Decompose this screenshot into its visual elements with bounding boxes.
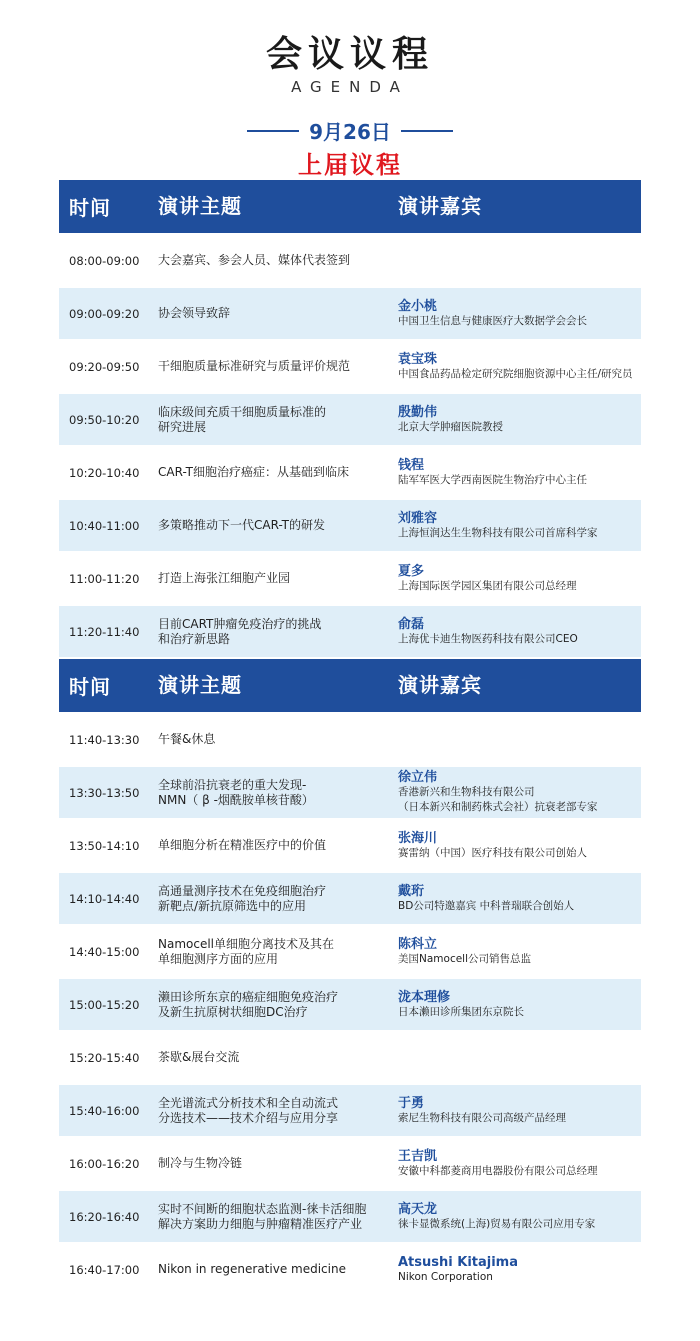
row-time: 11:40-13:30 (69, 732, 140, 747)
table-row (59, 1191, 641, 1242)
table-row (59, 447, 641, 498)
speaker-name: 王吉凯 (398, 1148, 438, 1164)
topic-line: 高通量测序技术在免疫细胞治疗 (158, 883, 327, 898)
row-time: 13:30-13:50 (69, 785, 140, 800)
speaker-affiliation: 香港新兴和生物科技有限公司 (398, 786, 535, 798)
header-time: 时间 (69, 675, 111, 699)
speaker-name: 戴珩 (398, 883, 425, 899)
section-label: 上届议程 (298, 151, 402, 179)
row-speaker (398, 884, 641, 914)
row-topic (158, 253, 398, 268)
date-row (0, 116, 700, 145)
topic-line: 单细胞测序方面的应用 (158, 951, 279, 966)
table-row (59, 1032, 641, 1083)
row-time: 16:00-16:20 (69, 1156, 140, 1171)
date-label: 9月26日 (309, 120, 391, 144)
row-topic (158, 1262, 398, 1277)
row-speaker (398, 1096, 641, 1126)
speaker-name: 钱程 (398, 457, 425, 473)
speaker-affiliation: 上海优卡迪生物医药科技有限公司CEO (398, 632, 578, 645)
topic-line: Nikon in regenerative medicine (158, 1262, 346, 1276)
row-speaker (398, 770, 641, 815)
row-speaker (398, 458, 641, 488)
speaker-name: 殷勤伟 (398, 404, 438, 420)
header-speaker: 演讲嘉宾 (398, 673, 482, 697)
speaker-affiliation: 中国卫生信息与健康医疗大数据学会会长 (398, 314, 587, 327)
row-topic (158, 306, 398, 321)
table-row (59, 714, 641, 765)
row-topic (158, 1050, 398, 1065)
header-time: 时间 (69, 196, 111, 220)
row-topic (158, 1096, 398, 1126)
topic-line: 研究进展 (158, 419, 207, 434)
header-topic: 演讲主题 (158, 194, 242, 218)
speaker-name: 徐立伟 (398, 770, 438, 785)
row-speaker (398, 990, 641, 1020)
speaker-name: 袁宝珠 (398, 351, 438, 367)
date-rule-left (247, 130, 299, 132)
topic-line: 全球前沿抗衰老的重大发现- (158, 777, 307, 792)
topic-line: Namocell单细胞分离技术及其在 (158, 936, 335, 951)
speaker-name: 金小桃 (398, 298, 438, 314)
page-subtitle: AGENDA (291, 78, 409, 96)
speaker-name: 夏多 (398, 563, 425, 579)
row-speaker (398, 1202, 641, 1232)
topic-line: 及新生抗原树状细胞DC治疗 (158, 1004, 308, 1019)
table-header (59, 659, 641, 712)
row-time: 08:00-09:00 (69, 253, 140, 268)
row-topic (158, 732, 398, 747)
speaker-affiliation: 中国食品药品检定研究院细胞资源中心主任/研究员 (398, 367, 633, 380)
row-time: 09:20-09:50 (69, 359, 140, 374)
row-topic (158, 937, 398, 967)
topic-line: 临床级间充质干细胞质量标准的 (158, 404, 327, 419)
speaker-affiliation: （日本新兴和制药株式会社）抗衰老部专家 (398, 801, 598, 813)
row-speaker (398, 405, 641, 435)
row-topic (158, 571, 398, 586)
speaker-name: 泷本理修 (398, 989, 451, 1005)
speaker-name: 陈科立 (398, 936, 438, 952)
header-speaker: 演讲嘉宾 (398, 194, 482, 218)
row-topic (158, 359, 398, 374)
topic-line: 大会嘉宾、参会人员、媒体代表签到 (158, 253, 351, 267)
row-topic (158, 617, 398, 647)
topic-line: 茶歇&展台交流 (158, 1050, 240, 1064)
row-time: 15:00-15:20 (69, 997, 140, 1012)
speaker-name: 刘雅容 (398, 510, 438, 526)
speaker-name: 于勇 (398, 1095, 425, 1111)
row-time: 14:40-15:00 (69, 944, 140, 959)
date-rule-right (401, 130, 453, 132)
row-time: 10:20-10:40 (69, 465, 140, 480)
header-topic: 演讲主题 (158, 673, 242, 697)
speaker-affiliation: 赛雷纳（中国）医疗科技有限公司创始人 (398, 846, 587, 859)
table-row (59, 873, 641, 924)
page-title: 会议议程 (265, 34, 434, 75)
topic-line: 干细胞质量标准研究与质量评价规范 (158, 359, 351, 373)
table-row (59, 500, 641, 551)
row-time: 13:50-14:10 (69, 838, 140, 853)
agenda-table (59, 180, 641, 1297)
topic-line: 分选技术——技术介绍与应用分享 (158, 1110, 339, 1125)
speaker-affiliation: Nikon Corporation (398, 1270, 493, 1283)
speaker-name: Atsushi Kitajima (398, 1254, 518, 1270)
row-topic (158, 1202, 398, 1232)
topic-line: 午餐&休息 (158, 732, 216, 746)
topic-line: 新靶点/新抗原筛选中的应用 (158, 898, 307, 913)
topic-line: 制冷与生物冷链 (158, 1156, 243, 1170)
table-row (59, 288, 641, 339)
speaker-affiliation: 日本濑田诊所集团东京院长 (398, 1005, 524, 1018)
row-speaker (398, 299, 641, 329)
speaker-affiliation: 徕卡显微系统(上海)贸易有限公司应用专家 (398, 1217, 596, 1230)
speaker-name: 高天龙 (398, 1201, 438, 1217)
speaker-affiliation: 上海国际医学园区集团有限公司总经理 (398, 579, 577, 592)
speaker-name: 俞磊 (398, 616, 425, 632)
speaker-affiliation: 上海恒润达生生物科技有限公司首席科学家 (398, 526, 598, 539)
topic-line: 目前CART肿瘤免疫治疗的挑战 (158, 616, 322, 631)
table-row (59, 341, 641, 392)
row-speaker (398, 617, 641, 647)
table-row (59, 606, 641, 657)
row-speaker (398, 1255, 641, 1285)
row-time: 16:20-16:40 (69, 1209, 140, 1224)
row-topic (158, 778, 398, 808)
table-row (59, 394, 641, 445)
row-speaker (398, 511, 641, 541)
row-topic (158, 1156, 398, 1171)
row-topic (158, 405, 398, 435)
row-topic (158, 884, 398, 914)
topic-line: 协会领导致辞 (158, 306, 231, 320)
row-speaker (398, 937, 641, 967)
row-time: 15:20-15:40 (69, 1050, 140, 1065)
table-row (59, 1244, 641, 1295)
topic-line: 多策略推动下一代CAR-T的研发 (158, 518, 325, 532)
table-row (59, 1085, 641, 1136)
topic-line: 单细胞分析在精准医疗中的价值 (158, 838, 327, 852)
topic-line: 全光谱流式分析技术和全自动流式 (158, 1095, 339, 1110)
row-topic (158, 838, 398, 853)
row-topic (158, 465, 398, 480)
speaker-affiliation: 索尼生物科技有限公司高级产品经理 (398, 1111, 566, 1124)
speaker-affiliation: BD公司特邀嘉宾 中科普瑞联合创始人 (398, 899, 575, 912)
row-speaker (398, 564, 641, 594)
table-row (59, 979, 641, 1030)
table-row (59, 553, 641, 604)
row-time: 14:10-14:40 (69, 891, 140, 906)
row-speaker (398, 1149, 641, 1179)
speaker-affiliation: 安徽中科都菱商用电器股份有限公司总经理 (398, 1164, 598, 1177)
table-header (59, 180, 641, 233)
row-time: 09:00-09:20 (69, 306, 140, 321)
speaker-affiliation: 美国Namocell公司销售总监 (398, 952, 532, 965)
table-row (59, 926, 641, 977)
row-topic (158, 518, 398, 533)
row-topic (158, 990, 398, 1020)
topic-line: NMN（ β -烟酰胺单核苷酸） (158, 792, 314, 807)
row-time: 16:40-17:00 (69, 1262, 140, 1277)
topic-line: 实时不间断的细胞状态监测-徕卡活细胞 (158, 1201, 367, 1216)
topic-line: 解决方案助力细胞与肿瘤精准医疗产业 (158, 1216, 363, 1231)
row-time: 09:50-10:20 (69, 412, 140, 427)
speaker-affiliation: 陆军军医大学西南医院生物治疗中心主任 (398, 473, 587, 486)
row-time: 10:40-11:00 (69, 518, 140, 533)
table-row (59, 820, 641, 871)
topic-line: 和治疗新思路 (158, 631, 231, 646)
topic-line: 濑田诊所东京的癌症细胞免疫治疗 (158, 989, 339, 1004)
table-row (59, 1138, 641, 1189)
speaker-name: 张海川 (398, 830, 438, 846)
table-row (59, 235, 641, 286)
topic-line: 打造上海张江细胞产业园 (158, 571, 291, 585)
row-time: 15:40-16:00 (69, 1103, 140, 1118)
speaker-affiliation: 北京大学肿瘤医院教授 (398, 420, 503, 433)
table-row (59, 767, 641, 818)
row-time: 11:00-11:20 (69, 571, 140, 586)
row-speaker (398, 831, 641, 861)
row-speaker (398, 352, 641, 382)
row-time: 11:20-11:40 (69, 624, 140, 639)
topic-line: CAR-T细胞治疗癌症：从基础到临床 (158, 465, 349, 479)
